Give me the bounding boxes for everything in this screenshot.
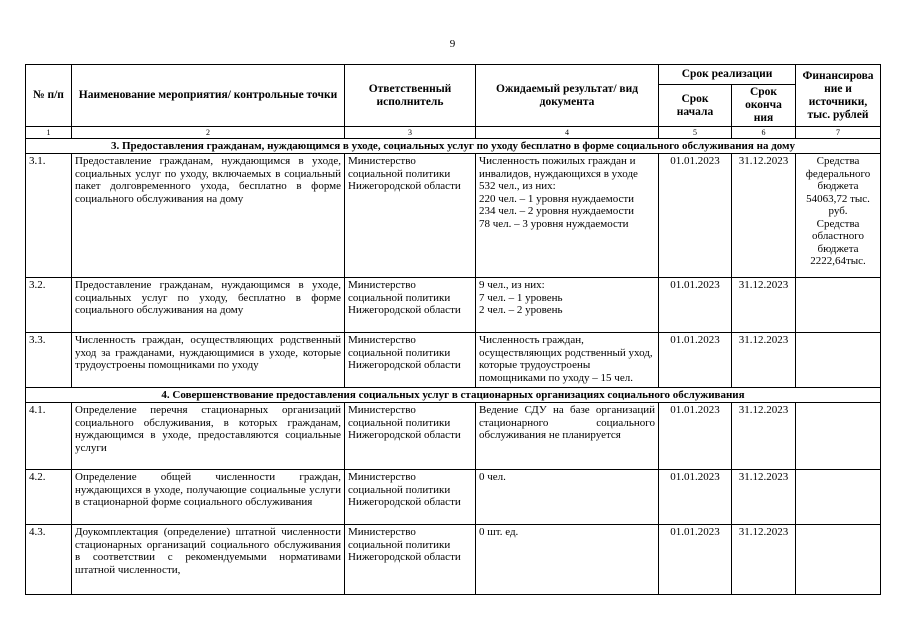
result-line: 7 чел. – 1 уровень xyxy=(479,291,563,304)
section-row xyxy=(26,388,881,403)
start-date: 01.01.2023 xyxy=(659,333,732,388)
result-line: 0 чел. xyxy=(479,471,506,483)
expected-result xyxy=(476,470,659,525)
column-number: 2 xyxy=(72,127,345,139)
result-line: Численность граждан, осуществляющих родственный уход, которые трудоустроены помощниками по уходу – 15 чел. xyxy=(479,334,653,384)
row-number: 3.3. xyxy=(26,333,72,388)
end-date: 31.12.2023 xyxy=(732,525,796,595)
financing-line: Средства областного бюджета 2222,64тыс. xyxy=(810,217,866,267)
executor: Министерство социальной политики Нижегородской области xyxy=(345,470,476,525)
financing xyxy=(796,403,881,470)
table-row xyxy=(26,278,881,333)
section-title: 3. Предоставления гражданам, нуждающимся в уходе, социальных услуг по уходу бесплатно в форме социального обслуживания на дому xyxy=(26,139,881,154)
table-row xyxy=(26,525,881,595)
table-row xyxy=(26,403,881,470)
expected-result xyxy=(476,278,659,333)
header-name: Наименование мероприятия/ контрольные точки xyxy=(72,65,345,127)
column-number: 3 xyxy=(345,127,476,139)
row-number: 4.2. xyxy=(26,470,72,525)
start-date: 01.01.2023 xyxy=(659,403,732,470)
result-line: Численность пожилых граждан и инвалидов, нуждающихся в уходе 532 чел., из них: xyxy=(479,155,638,192)
result-line: 234 чел. – 2 уровня нуждаемости xyxy=(479,205,635,217)
section-row xyxy=(26,139,881,154)
end-date: 31.12.2023 xyxy=(732,403,796,470)
financing xyxy=(796,470,881,525)
financing xyxy=(796,333,881,388)
financing xyxy=(796,525,881,595)
activity-name: Определение перечня стационарных организаций социального обслуживания, в которых гражданам, нуждающимся в уходе, предоставляются социальные услуги xyxy=(72,403,345,470)
expected-result xyxy=(476,403,659,470)
row-number: 4.3. xyxy=(26,525,72,595)
executor: Министерство социальной политики Нижегородской области xyxy=(345,403,476,470)
end-date: 31.12.2023 xyxy=(732,154,796,278)
row-number: 3.1. xyxy=(26,154,72,278)
header-num: № п/п xyxy=(26,65,72,127)
financing xyxy=(796,278,881,333)
table-row xyxy=(26,470,881,525)
executor: Министерство социальной политики Нижегородской области xyxy=(345,278,476,333)
activity-name: Предоставление гражданам, нуждающимся в уходе, социальных услуг по уходу, включаемых в социальный пакет долговременного ухода, бесплатно в форме социального обслуживания на дому xyxy=(72,154,345,278)
header-finance: Финансирова ние и источники, тыс. рублей xyxy=(796,65,881,127)
header-start: Срок начала xyxy=(659,85,732,127)
row-number: 4.1. xyxy=(26,403,72,470)
result-line: 220 чел. – 1 уровня нуждаемости xyxy=(479,192,635,205)
activity-name: Доукомплектация (определение) штатной численности стационарных организаций социального обслуживания в соответствии с рекомендуемыми нормативами штатной численности, xyxy=(72,525,345,595)
column-number: 5 xyxy=(659,127,732,139)
header-executor: Ответственный исполнитель xyxy=(345,65,476,127)
start-date: 01.01.2023 xyxy=(659,525,732,595)
executor: Министерство социальной политики Нижегородской области xyxy=(345,154,476,278)
executor: Министерство социальной политики Нижегородской области xyxy=(345,525,476,595)
plan-table xyxy=(25,64,881,595)
column-number: 6 xyxy=(732,127,796,139)
header-end: Срок оконча ния xyxy=(732,85,796,127)
column-number-row xyxy=(26,127,881,139)
activity-name: Определение общей численности граждан, нуждающихся в уходе, получающие социальные услуги в стационарной форме социального обслуживания xyxy=(72,470,345,525)
header-result: Ожидаемый результат/ вид документа xyxy=(476,65,659,127)
financing-line: Средства федерального бюджета 54063,72 тыс. руб. xyxy=(805,155,871,217)
column-number: 1 xyxy=(26,127,72,139)
result-line: 78 чел. – 3 уровня нуждаемости xyxy=(479,217,629,230)
result-line: 2 чел. – 2 уровень xyxy=(479,304,563,316)
start-date: 01.01.2023 xyxy=(659,278,732,333)
executor: Министерство социальной политики Нижегородской области xyxy=(345,333,476,388)
activity-name: Численность граждан, осуществляющих родственный уход за гражданами, нуждающимися в уходе, которые трудоустроены помощниками по уходу xyxy=(72,333,345,388)
result-line: 9 чел., из них: xyxy=(479,279,545,291)
section-title: 4. Совершенствование предоставления социальных услуг в стационарных организациях социального обслуживания xyxy=(26,388,881,403)
result-line: 0 шт. ед. xyxy=(479,526,519,538)
end-date: 31.12.2023 xyxy=(732,333,796,388)
column-number: 7 xyxy=(796,127,881,139)
table-row xyxy=(26,333,881,388)
row-number: 3.2. xyxy=(26,278,72,333)
table-row xyxy=(26,154,881,278)
column-number: 4 xyxy=(476,127,659,139)
header-period: Срок реализации xyxy=(659,65,796,85)
start-date: 01.01.2023 xyxy=(659,470,732,525)
end-date: 31.12.2023 xyxy=(732,278,796,333)
activity-name: Предоставление гражданам, нуждающимся в уходе, социальных услуг по уходу, бесплатно в форме социального обслуживания на дому xyxy=(72,278,345,333)
expected-result xyxy=(476,333,659,388)
end-date: 31.12.2023 xyxy=(732,470,796,525)
page-number: 9 xyxy=(449,38,456,50)
financing xyxy=(796,154,881,278)
result-line: Ведение СДУ на базе организаций стационарного социального обслуживания не планируется xyxy=(479,404,655,441)
expected-result xyxy=(476,154,659,278)
start-date: 01.01.2023 xyxy=(659,154,732,278)
expected-result xyxy=(476,525,659,595)
